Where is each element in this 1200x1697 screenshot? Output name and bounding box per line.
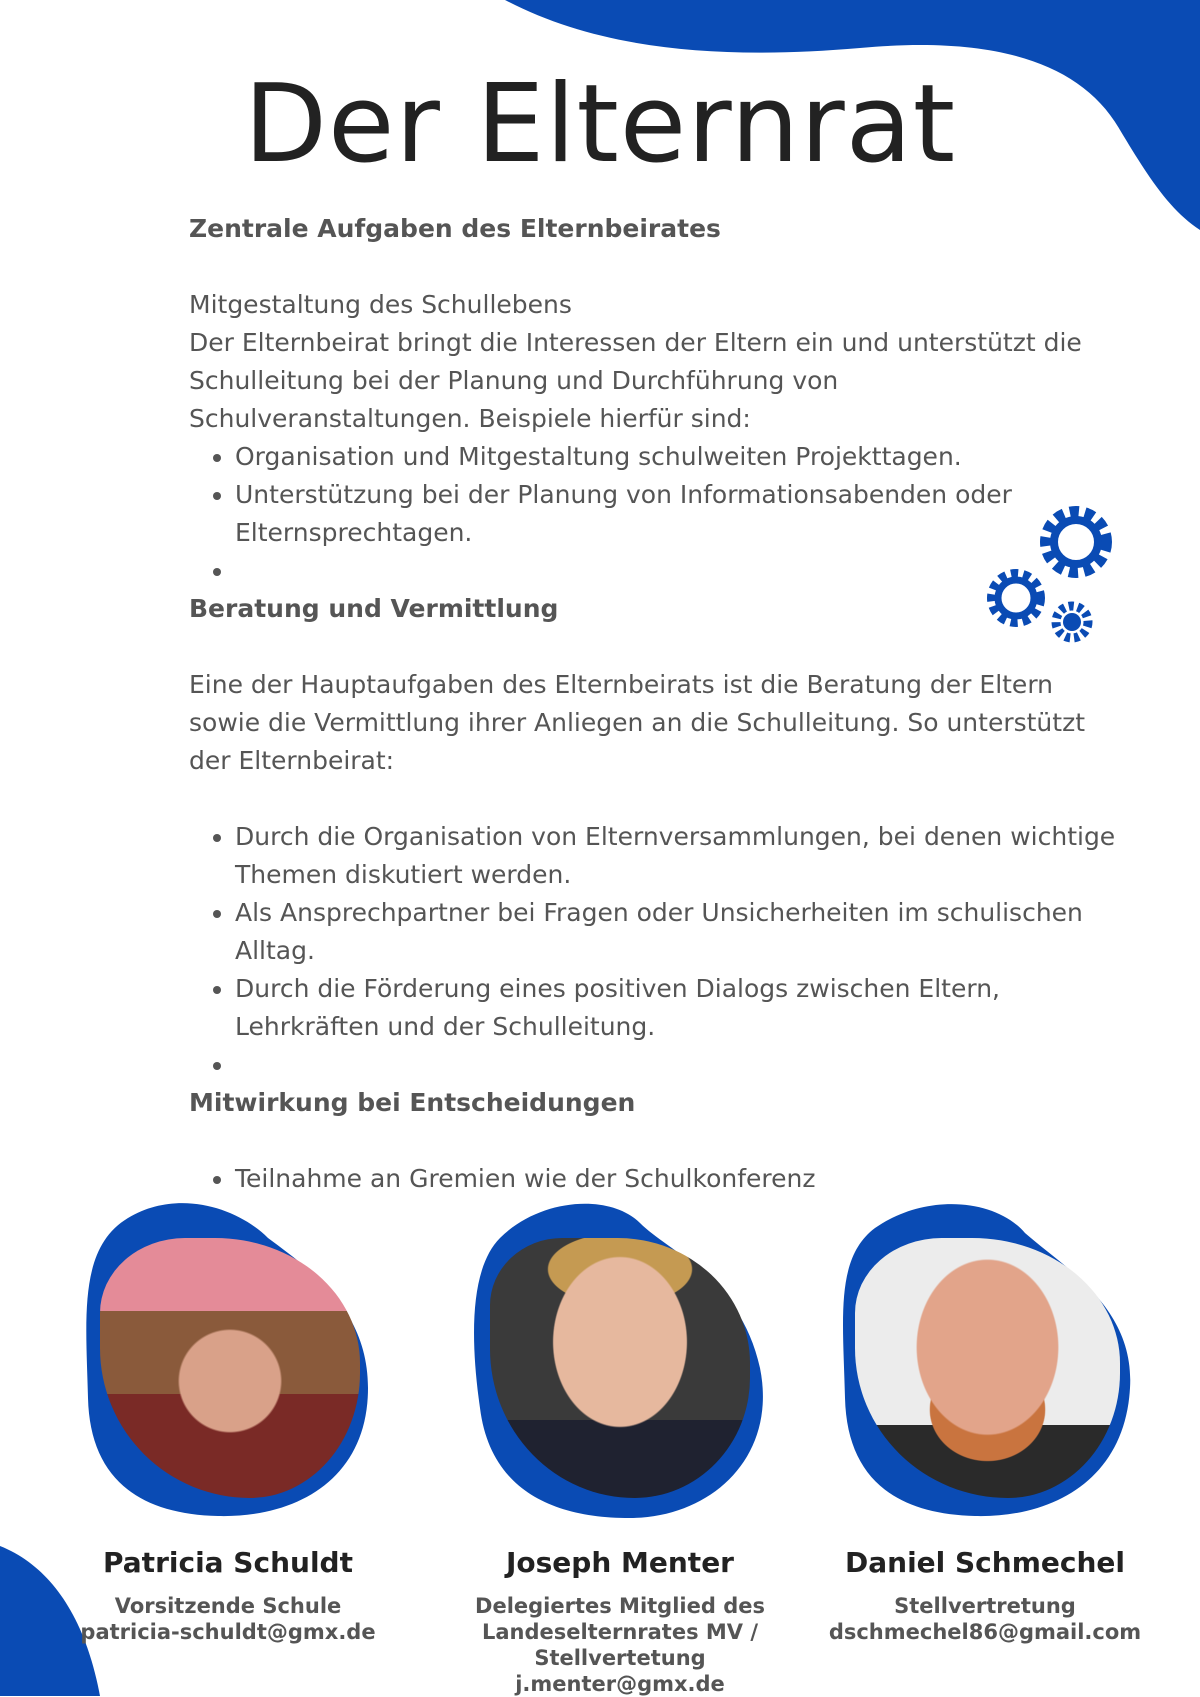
paragraph: Der Elternbeirat bringt die Interessen der Eltern ein und unterstützt die Schulleitung bei der Planung und Durchführung von Schulveranstaltungen. Beispiele hierfür sind: xyxy=(189,328,1082,433)
member-role: Stellvertretung xyxy=(894,1594,1076,1618)
list-item: • Unterstützung bei der Planung von Informationsabenden oder Elternsprechtagen. xyxy=(235,476,1035,552)
photo-frame xyxy=(460,1198,780,1528)
photo-frame xyxy=(825,1198,1145,1528)
page-title: Der Elternrat xyxy=(243,62,957,187)
member-email[interactable]: j.menter@gmx.de xyxy=(515,1672,725,1696)
member-role: Delegiertes Mitglied des Landeselternrates MV / Stellvertetung xyxy=(475,1594,765,1670)
member-name: Joseph Menter xyxy=(505,1546,734,1579)
member-card xyxy=(805,1198,1165,1645)
list-item: • Durch die Organisation von Elternversammlungen, bei denen wichtige Themen diskutiert werden. xyxy=(235,818,1129,894)
content-body xyxy=(189,210,1129,1198)
member-role: Vorsitzende Schule xyxy=(114,1594,342,1618)
list-item xyxy=(235,1046,1129,1084)
section-heading: Beratung und Vermittlung xyxy=(189,594,559,623)
list-item: • Organisation und Mitgestaltung schulweiten Projekttagen. xyxy=(235,438,1129,476)
member-email[interactable]: patricia-schuldt@gmx.de xyxy=(80,1620,376,1644)
section-heading: Zentrale Aufgaben des Elternbeirates xyxy=(189,214,721,243)
member-name: Patricia Schuldt xyxy=(103,1546,353,1579)
member-email[interactable]: dschmechel86@gmail.com xyxy=(828,1620,1142,1644)
bullet-list xyxy=(189,1160,1129,1198)
member-card xyxy=(440,1198,800,1697)
list-item: • Als Ansprechpartner bei Fragen oder Unsicherheiten im schulischen Alltag. xyxy=(235,894,1129,970)
section-heading: Mitwirkung bei Entscheidungen xyxy=(189,1088,636,1117)
member-card xyxy=(48,1198,408,1645)
list-item: • Teilnahme an Gremien wie der Schulkonferenz xyxy=(235,1160,1129,1198)
bullet-list xyxy=(189,818,1129,1084)
list-item: • Durch die Förderung eines positiven Dialogs zwischen Eltern, Lehrkräften und der Schulleitung. xyxy=(235,970,1025,1046)
photo-frame xyxy=(68,1198,388,1528)
gears-icon xyxy=(982,498,1122,648)
member-name: Daniel Schmechel xyxy=(845,1546,1125,1579)
paragraph: Eine der Hauptaufgaben des Elternbeirats ist die Beratung der Eltern sowie die Vermittlung ihrer Anliegen an die Schulleitung. So unterstützt der Elternbeirat: xyxy=(189,670,1085,775)
paragraph: Mitgestaltung des Schullebens xyxy=(189,290,572,319)
